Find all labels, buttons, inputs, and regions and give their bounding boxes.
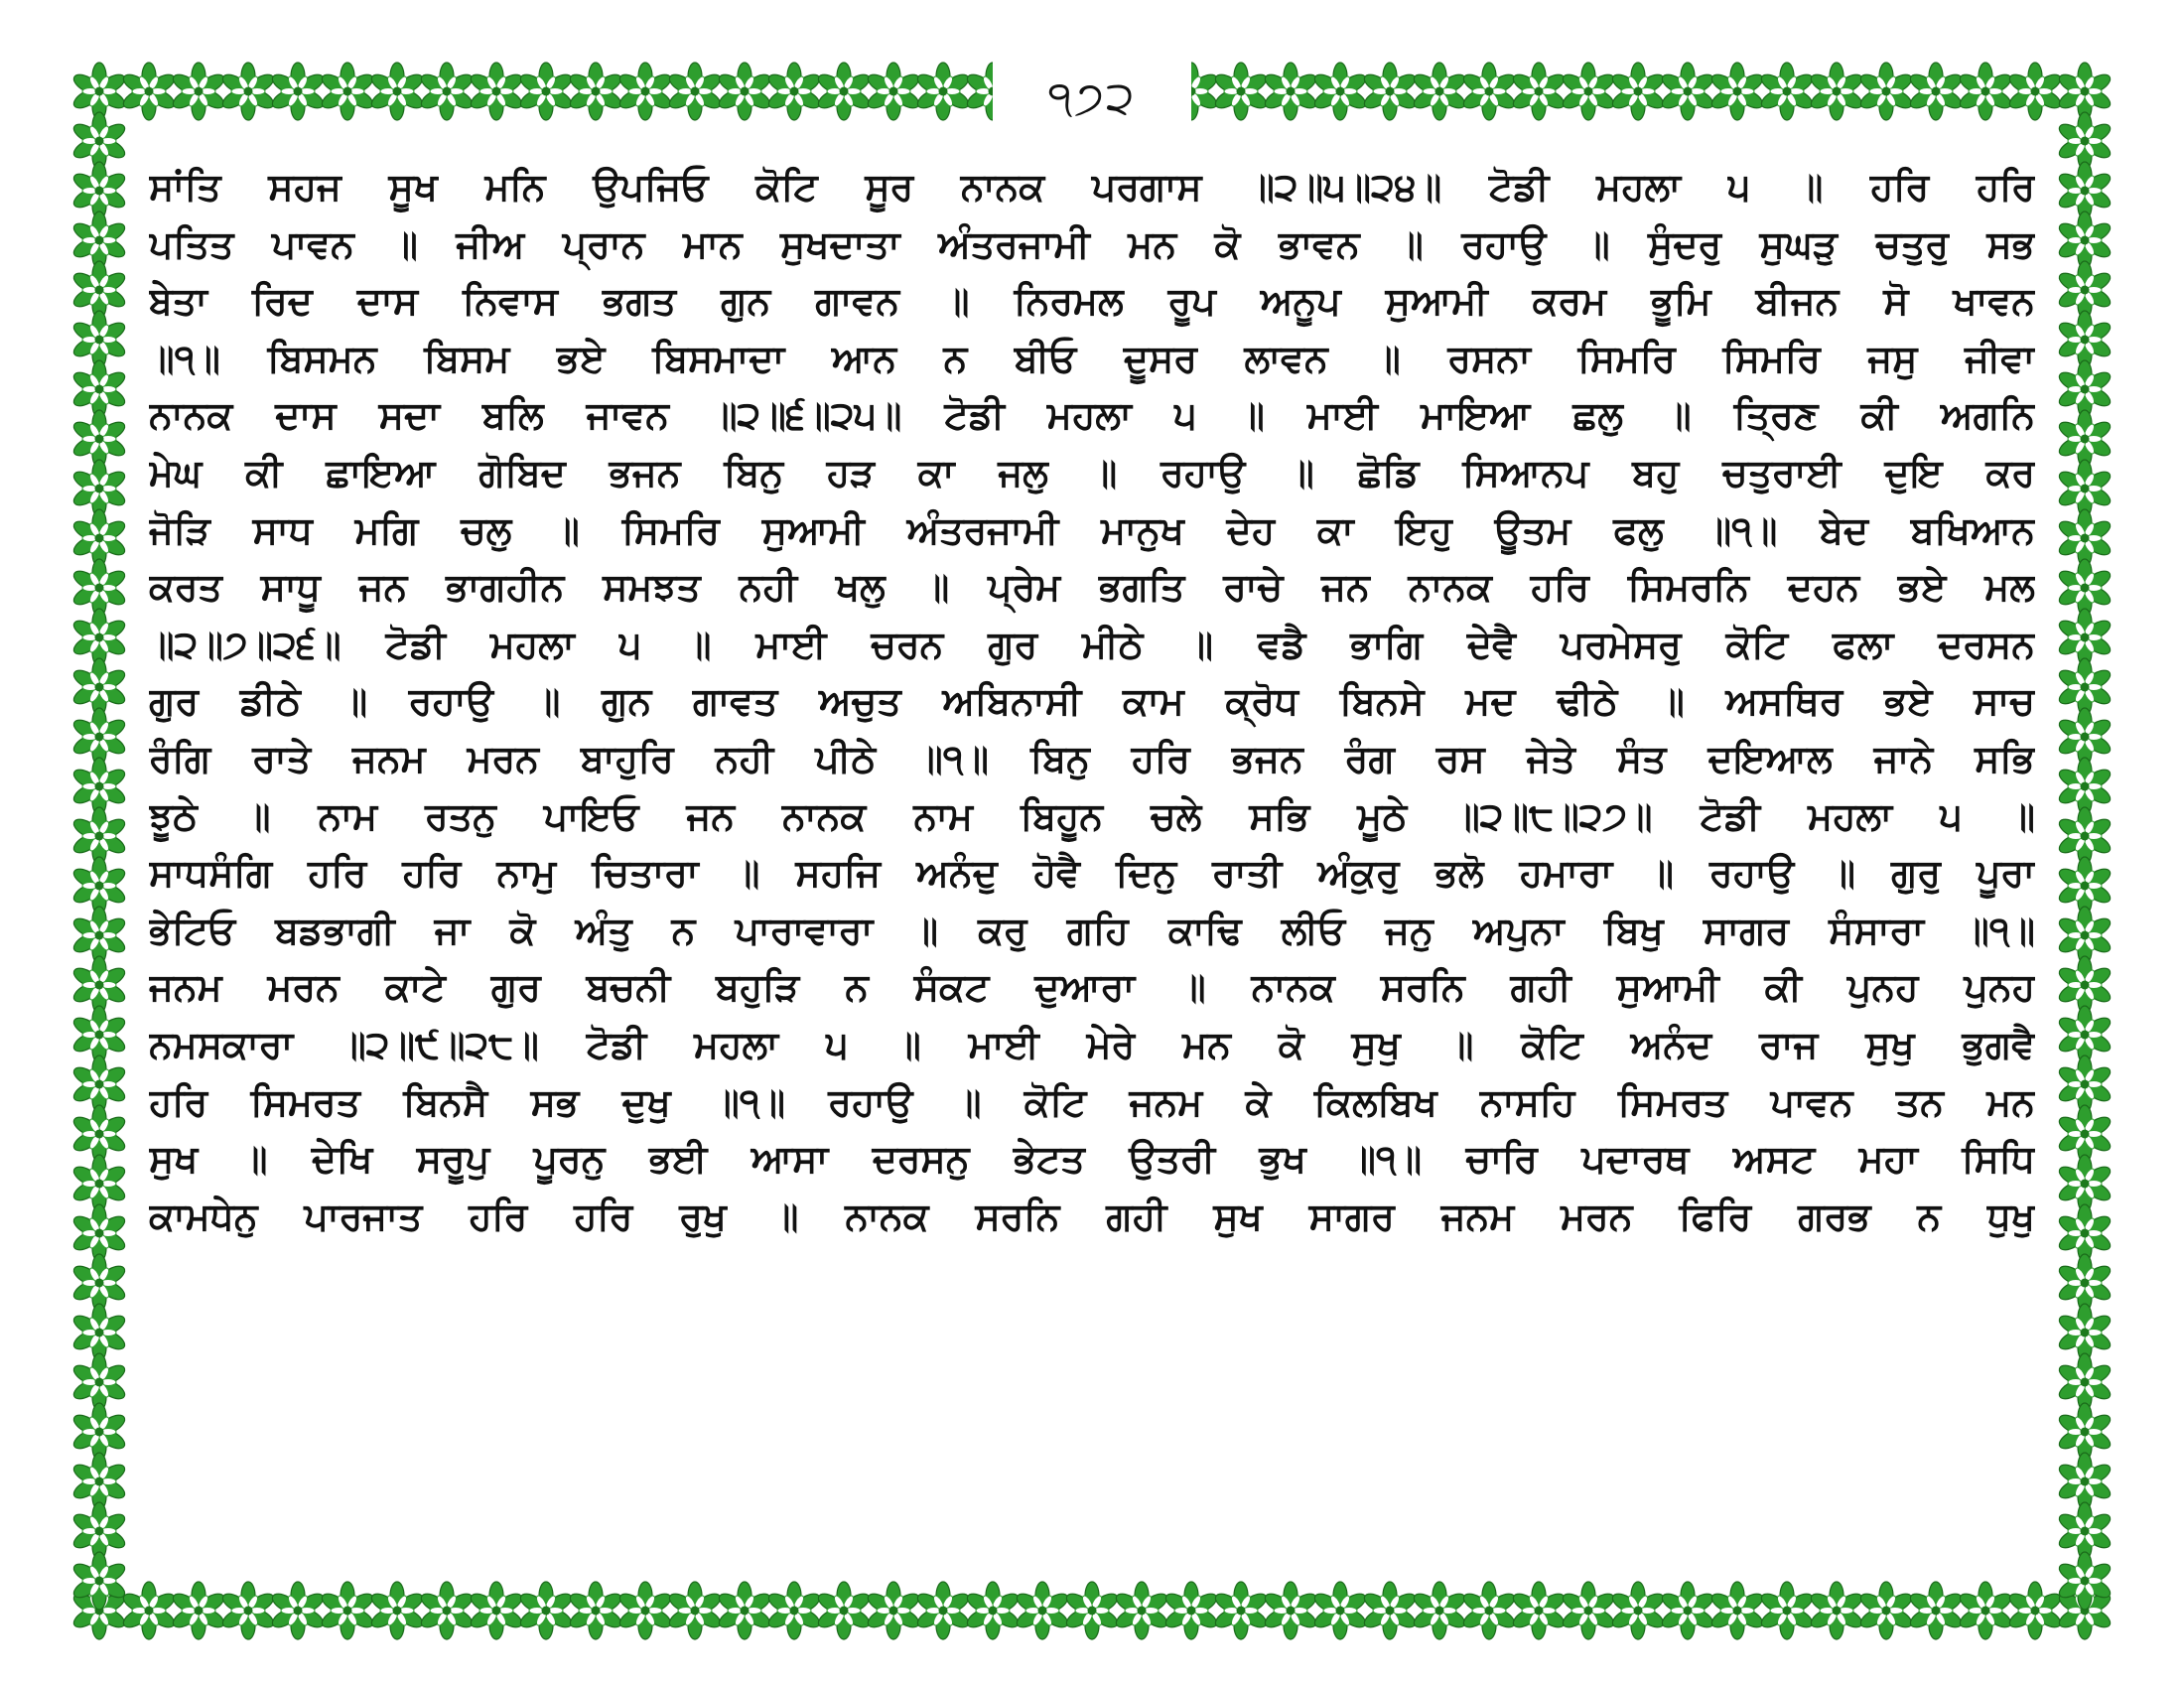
- text-line: ਕਰਤ ਸਾਧੂ ਜਨ ਭਾਗਹੀਨ ਸਮਝਤ ਨਹੀ ਖਲੁ ॥ ਪ੍ਰੇਮ ਭਗਤਿ ਰਾਚੇ ਜਨ ਨਾਨਕ ਹਰਿ ਸਿਮਰਨਿ ਦਹਨ ਭਏ ਮਲ: [149, 565, 2035, 610]
- flower-ornament-icon: [865, 63, 921, 120]
- flower-ornament-icon: [1957, 1582, 2013, 1639]
- flower-ornament-icon: [2056, 162, 2113, 219]
- flower-ornament-icon: [716, 63, 772, 120]
- flower-ornament-icon: [1560, 1582, 1616, 1639]
- flower-ornament-icon: [2056, 1304, 2113, 1361]
- text-line: ਕਾਮਧੇਨੁ ਪਾਰਜਾਤ ਹਰਿ ਹਰਿ ਰੁਖੁ ॥ ਨਾਨਕ ਸਰਨਿ ਗਹੀ ਸੁਖ ਸਾਗਰ ਜਨਮ ਮਰਨ ਫਿਰਿ ਗਰਭ ਨ ਧੁਖੁ: [149, 1194, 2035, 1238]
- flower-ornament-icon: [2056, 857, 2113, 914]
- flower-ornament-icon: [2056, 1006, 2113, 1063]
- flower-ornament-icon: [1460, 1582, 1517, 1639]
- flower-ornament-icon: [765, 1582, 822, 1639]
- flower-ornament-icon: [2056, 112, 2113, 170]
- flower-ornament-icon: [567, 63, 623, 120]
- flower-ornament-icon: [1212, 1582, 1269, 1639]
- text-line: ਪਤਿਤ ਪਾਵਨ ॥ ਜੀਅ ਪ੍ਰਾਨ ਮਾਨ ਸੁਖਦਾਤਾ ਅੰਤਰਜਾਮੀ ਮਨ ਕੋ ਭਾਵਨ ॥ ਰਹਾਉ ॥ ਸੁੰਦਰੁ ਸੁਘੜੁ ਚਤੁਰੁ ਸਭ: [149, 221, 2035, 266]
- flower-ornament-icon: [219, 63, 276, 120]
- flower-ornament-icon: [2056, 1502, 2113, 1560]
- flower-ornament-icon: [368, 63, 425, 120]
- flower-ornament-icon: [815, 1582, 872, 1639]
- flower-ornament-icon: [70, 708, 127, 766]
- flower-ornament-icon: [567, 1582, 623, 1639]
- flower-ornament-icon: [1907, 1582, 1964, 1639]
- flower-ornament-icon: [2056, 311, 2113, 368]
- flower-ornament-icon: [2056, 708, 2113, 766]
- flower-ornament-icon: [1758, 63, 1815, 120]
- flower-ornament-icon: [70, 1204, 127, 1262]
- flower-ornament-icon: [1212, 63, 1269, 120]
- flower-ornament-icon: [2056, 658, 2113, 716]
- flower-ornament-icon: [70, 1155, 127, 1212]
- flower-ornament-icon: [70, 857, 127, 914]
- flower-ornament-icon: [70, 211, 127, 269]
- flower-ornament-icon: [964, 1582, 1021, 1639]
- flower-ornament-icon: [70, 162, 127, 219]
- text-line: ਰੰਗਿ ਰਾਤੇ ਜਨਮ ਮਰਨ ਬਾਹੁਰਿ ਨਹੀ ਪੀਠੇ ॥੧॥ ਬਿਨੁ ਹਰਿ ਭਜਨ ਰੰਗ ਰਸ ਜੇਤੇ ਸੰਤ ਦਇਆਲ ਜਾਨੇ ਸਭਿ: [149, 736, 2035, 780]
- flower-ornament-icon: [70, 758, 127, 815]
- text-line: ਨਮਸਕਾਰਾ ॥੨॥੯॥੨੮॥ ਟੋਡੀ ਮਹਲਾ ੫ ॥ ਮਾਈ ਮੇਰੇ ਮਨ ਕੋ ਸੁਖੁ ॥ ਕੋਟਿ ਅਨੰਦ ਰਾਜ ਸੁਖੁ ਭੁਗਵੈ: [149, 1022, 2035, 1066]
- text-line: ਭੇਟਿਓ ਬਡਭਾਗੀ ਜਾ ਕੋ ਅੰਤੁ ਨ ਪਾਰਾਵਾਰਾ ॥ ਕਰੁ ਗਹਿ ਕਾਢਿ ਲੀਓ ਜਨੁ ਅਪੁਨਾ ਬਿਖੁ ਸਾਗਰ ਸੰਸਾਰਾ ॥੧॥: [149, 908, 2035, 952]
- flower-ornament-icon: [815, 63, 872, 120]
- flower-ornament-icon: [170, 1582, 226, 1639]
- flower-ornament-icon: [2006, 63, 2063, 120]
- flower-ornament-icon: [1808, 1582, 1864, 1639]
- page-number: ੧੭੨: [993, 58, 1191, 137]
- flower-ornament-icon: [2056, 609, 2113, 666]
- flower-ornament-icon: [1609, 1582, 1666, 1639]
- flower-ornament-icon: [1113, 1582, 1169, 1639]
- flower-ornament-icon: [2056, 559, 2113, 617]
- flower-ornament-icon: [70, 360, 127, 418]
- flower-ornament-icon: [1510, 63, 1567, 120]
- flower-ornament-icon: [70, 63, 127, 120]
- flower-ornament-icon: [616, 63, 673, 120]
- flower-ornament-icon: [2056, 261, 2113, 319]
- flower-ornament-icon: [2056, 1055, 2113, 1113]
- flower-ornament-icon: [1907, 63, 1964, 120]
- flower-ornament-icon: [70, 460, 127, 517]
- flower-ornament-icon: [2056, 758, 2113, 815]
- flower-ornament-icon: [1063, 1582, 1120, 1639]
- flower-ornament-icon: [616, 1582, 673, 1639]
- flower-ornament-icon: [1758, 1582, 1815, 1639]
- flower-ornament-icon: [120, 1582, 177, 1639]
- flower-ornament-icon: [2056, 1453, 2113, 1510]
- flower-ornament-icon: [517, 63, 574, 120]
- text-line: ਜੋੜਿ ਸਾਧ ਮਗਿ ਚਲੁ ॥ ਸਿਮਰਿ ਸੁਆਮੀ ਅੰਤਰਜਾਮੀ ਮਾਨੁਖ ਦੇਹ ਕਾ ਇਹੁ ਊਤਮ ਫਲੁ ॥੧॥ ਬੇਦ ਬਖਿਆਨ: [149, 507, 2035, 552]
- text-line: ਸਾਂਤਿ ਸਹਜ ਸੂਖ ਮਨਿ ਉਪਜਿਓ ਕੋਟਿ ਸੂਰ ਨਾਨਕ ਪਰਗਾਸ ॥੨॥੫॥੨੪॥ ਟੋਡੀ ਮਹਲਾ ੫ ॥ ਹਰਿ ਹਰਿ: [149, 165, 2035, 209]
- flower-ornament-icon: [1957, 63, 2013, 120]
- flower-ornament-icon: [468, 1582, 524, 1639]
- flower-ornament-icon: [219, 1582, 276, 1639]
- flower-ornament-icon: [70, 509, 127, 567]
- flower-ornament-icon: [70, 1403, 127, 1461]
- flower-ornament-icon: [319, 63, 375, 120]
- text-line: ਸੁਖ ॥ ਦੇਖਿ ਸਰੂਪੁ ਪੂਰਨੁ ਭਈ ਆਸਾ ਦਰਸਨੁ ਭੇਟਤ ਉਤਰੀ ਭੁਖ ॥੧॥ ਚਾਰਿ ਪਦਾਰਥ ਅਸਟ ਮਹਾ ਸਿਧਿ: [149, 1137, 2035, 1182]
- text-line: ਝੂਠੇ ॥ ਨਾਮ ਰਤਨੁ ਪਾਇਓ ਜਨ ਨਾਨਕ ਨਾਮ ਬਿਹੂਨ ਚਲੇ ਸਭਿ ਮੂਠੇ ॥੨॥੮॥੨੭॥ ਟੋਡੀ ਮਹਲਾ ੫ ॥: [149, 793, 2035, 838]
- flower-ornament-icon: [1609, 63, 1666, 120]
- flower-ornament-icon: [1311, 1582, 1368, 1639]
- flower-ornament-icon: [1560, 63, 1616, 120]
- flower-ornament-icon: [2056, 1204, 2113, 1262]
- flower-ornament-icon: [2056, 907, 2113, 964]
- flower-ornament-icon: [2056, 956, 2113, 1014]
- flower-ornament-icon: [2056, 460, 2113, 517]
- flower-ornament-icon: [666, 63, 723, 120]
- flower-ornament-icon: [70, 1254, 127, 1312]
- flower-ornament-icon: [1708, 63, 1765, 120]
- flower-ornament-icon: [1857, 63, 1914, 120]
- flower-ornament-icon: [865, 1582, 921, 1639]
- flower-ornament-icon: [1411, 1582, 1467, 1639]
- flower-ornament-icon: [1262, 63, 1318, 120]
- text-line: ਜਨਮ ਮਰਨ ਕਾਟੇ ਗੁਰ ਬਚਨੀ ਬਹੁੜਿ ਨ ਸੰਕਟ ਦੁਆਰਾ ॥ ਨਾਨਕ ਸਰਨਿ ਗਹੀ ਸੁਆਮੀ ਕੀ ਪੁਨਹ ਪੁਨਹ: [149, 965, 2035, 1010]
- flower-ornament-icon: [2056, 63, 2113, 120]
- flower-ornament-icon: [170, 63, 226, 120]
- flower-ornament-icon: [1857, 1582, 1914, 1639]
- flower-ornament-icon: [70, 907, 127, 964]
- flower-ornament-icon: [1808, 63, 1864, 120]
- flower-ornament-icon: [2056, 1155, 2113, 1212]
- flower-ornament-icon: [2056, 1105, 2113, 1163]
- flower-ornament-icon: [70, 1353, 127, 1411]
- flower-ornament-icon: [765, 63, 822, 120]
- flower-ornament-icon: [70, 1453, 127, 1510]
- flower-ornament-icon: [1262, 1582, 1318, 1639]
- flower-ornament-icon: [70, 956, 127, 1014]
- flower-ornament-icon: [2056, 211, 2113, 269]
- flower-ornament-icon: [914, 63, 971, 120]
- flower-ornament-icon: [269, 63, 326, 120]
- flower-ornament-icon: [70, 609, 127, 666]
- flower-ornament-icon: [1659, 1582, 1715, 1639]
- flower-ornament-icon: [418, 63, 475, 120]
- text-line: ਸਾਧਸੰਗਿ ਹਰਿ ਹਰਿ ਨਾਮੁ ਚਿਤਾਰਾ ॥ ਸਹਜਿ ਅਨੰਦੁ ਹੋਵੈ ਦਿਨੁ ਰਾਤੀ ਅੰਕੁਰੁ ਭਲੋ ਹਮਾਰਾ ॥ ਰਹਾਉ ॥ ਗੁਰੁ ਪੂਰਾ: [149, 851, 2035, 896]
- flower-ornament-icon: [1510, 1582, 1567, 1639]
- flower-ornament-icon: [2056, 1403, 2113, 1461]
- flower-ornament-icon: [70, 261, 127, 319]
- flower-ornament-icon: [70, 410, 127, 468]
- flower-ornament-icon: [1411, 63, 1467, 120]
- text-line: ਬੇਤਾ ਰਿਦ ਦਾਸ ਨਿਵਾਸ ਭਗਤ ਗੁਨ ਗਾਵਨ ॥ ਨਿਰਮਲ ਰੂਪ ਅਨੂਪ ਸੁਆਮੀ ਕਰਮ ਭੂਮਿ ਬੀਜਨ ਸੋ ਖਾਵਨ: [149, 279, 2035, 324]
- text-line: ਗੁਰ ਡੀਠੇ ॥ ਰਹਾਉ ॥ ਗੁਨ ਗਾਵਤ ਅਚੁਤ ਅਬਿਨਾਸੀ ਕਾਮ ਕ੍ਰੋਧ ਬਿਨਸੇ ਮਦ ਢੀਠੇ ॥ ਅਸਥਿਰ ਭਏ ਸਾਚ: [149, 679, 2035, 724]
- flower-ornament-icon: [70, 311, 127, 368]
- flower-ornament-icon: [2056, 1353, 2113, 1411]
- flower-ornament-icon: [468, 63, 524, 120]
- flower-ornament-icon: [70, 1304, 127, 1361]
- text-line: ਹਰਿ ਸਿਮਰਤ ਬਿਨਸੈ ਸਭ ਦੁਖੁ ॥੧॥ ਰਹਾਉ ॥ ਕੋਟਿ ਜਨਮ ਕੇ ਕਿਲਬਿਖ ਨਾਸਹਿ ਸਿਮਰਤ ਪਾਵਨ ਤਨ ਮਨ: [149, 1079, 2035, 1124]
- flower-ornament-icon: [666, 1582, 723, 1639]
- flower-ornament-icon: [914, 1582, 971, 1639]
- flower-ornament-icon: [1659, 63, 1715, 120]
- flower-ornament-icon: [70, 1055, 127, 1113]
- text-line: ॥੧॥ ਬਿਸਮਨ ਬਿਸਮ ਭਏ ਬਿਸਮਾਦਾ ਆਨ ਨ ਬੀਓ ਦੂਸਰ ਲਾਵਨ ॥ ਰਸਨਾ ਸਿਮਰਿ ਸਿਮਰਿ ਜਸੁ ਜੀਵਾ: [149, 336, 2035, 380]
- scripture-text: [149, 159, 2035, 1245]
- flower-ornament-icon: [1014, 1582, 1070, 1639]
- flower-ornament-icon: [1311, 63, 1368, 120]
- flower-ornament-icon: [1361, 63, 1418, 120]
- flower-ornament-icon: [517, 1582, 574, 1639]
- flower-ornament-icon: [1361, 1582, 1418, 1639]
- text-line: ਮੇਘ ਕੀ ਛਾਇਆ ਗੋਬਿਦ ਭਜਨ ਬਿਨੁ ਹੜ ਕਾ ਜਲੁ ॥ ਰਹਾਉ ॥ ਛੋਡਿ ਸਿਆਨਪ ਬਹੁ ਚਤੁਰਾਈ ਦੁਇ ਕਰ: [149, 450, 2035, 494]
- flower-ornament-icon: [70, 559, 127, 617]
- flower-ornament-icon: [2056, 410, 2113, 468]
- flower-ornament-icon: [70, 1006, 127, 1063]
- text-line: ॥੨॥੭॥੨੬॥ ਟੋਡੀ ਮਹਲਾ ੫ ॥ ਮਾਈ ਚਰਨ ਗੁਰ ਮੀਠੇ ॥ ਵਡੈ ਭਾਗਿ ਦੇਵੈ ਪਰਮੇਸਰੁ ਕੋਟਿ ਫਲਾ ਦਰਸਨ: [149, 622, 2035, 666]
- flower-ornament-icon: [2006, 1582, 2063, 1639]
- flower-ornament-icon: [319, 1582, 375, 1639]
- flower-ornament-icon: [368, 1582, 425, 1639]
- flower-ornament-icon: [2056, 807, 2113, 865]
- flower-ornament-icon: [70, 112, 127, 170]
- flower-ornament-icon: [120, 63, 177, 120]
- flower-ornament-icon: [1460, 63, 1517, 120]
- flower-ornament-icon: [70, 807, 127, 865]
- flower-ornament-icon: [1708, 1582, 1765, 1639]
- text-line: ਨਾਨਕ ਦਾਸ ਸਦਾ ਬਲਿ ਜਾਵਨ ॥੨॥੬॥੨੫॥ ਟੋਡੀ ਮਹਲਾ ੫ ॥ ਮਾਈ ਮਾਇਆ ਛਲੁ ॥ ਤ੍ਰਿਣ ਕੀ ਅਗਨਿ: [149, 393, 2035, 438]
- flower-ornament-icon: [70, 1105, 127, 1163]
- flower-ornament-icon: [2056, 1254, 2113, 1312]
- flower-ornament-icon: [2056, 360, 2113, 418]
- flower-ornament-icon: [269, 1582, 326, 1639]
- flower-ornament-icon: [1162, 1582, 1219, 1639]
- flower-ornament-icon: [716, 1582, 772, 1639]
- flower-ornament-icon: [418, 1582, 475, 1639]
- flower-ornament-icon: [2056, 509, 2113, 567]
- flower-ornament-icon: [70, 658, 127, 716]
- flower-ornament-icon: [70, 1502, 127, 1560]
